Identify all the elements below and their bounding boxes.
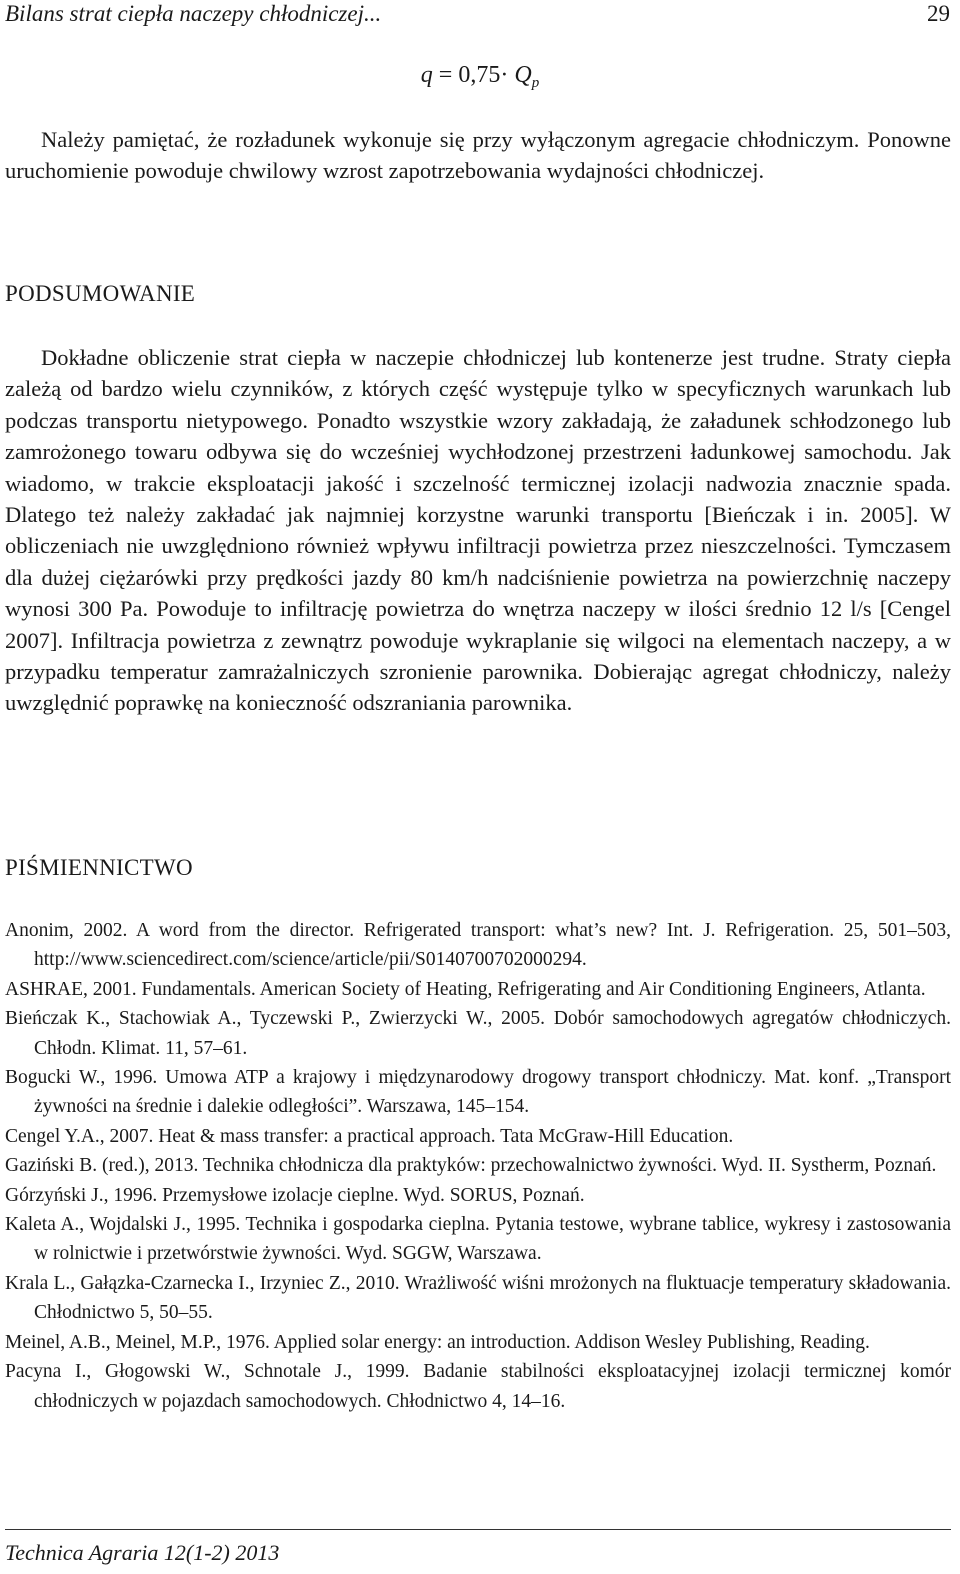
- footer-divider: [5, 1529, 951, 1530]
- formula-coefficient: 0,75: [458, 62, 501, 88]
- reference-item: Kaleta A., Wojdalski J., 1995. Technika i gospodarka cieplna. Pytania testowe, wybrane tablice, wykresy i zastosowania w rolnictwie i przetwórstwie żywności. Wyd. SGGW, Warszawa.: [5, 1214, 951, 1265]
- running-header: [5, 0, 950, 28]
- reference-item: Pacyna I., Głogowski W., Schnotale J., 1999. Badanie stabilności eksploatacyjnej izolacji termicznej komór chłodniczych w pojazdach samochodowych. Chłodnictwo 4, 14–16.: [5, 1361, 951, 1412]
- reference-list: [5, 916, 951, 1416]
- reference-item: Cengel Y.A., 2007. Heat & mass transfer: a practical approach. Tata McGraw-Hill Education.: [5, 1125, 734, 1147]
- formula-variable: Q: [514, 62, 532, 88]
- reference-item: Krala L., Gałązka-Czarnecka I., Irzyniec Z., 2010. Wrażliwość wiśni mrożonych na fluktuacje temperatury składowania. Chłodnictwo 5, 50–55.: [5, 1272, 951, 1324]
- reference-item: ASHRAE, 2001. Fundamentals. American Society of Heating, Refrigerating and Air Conditioning Engineers, Atlanta.: [5, 978, 926, 1000]
- reference-item: Anonim, 2002. A word from the director. Refrigerated transport: what’s new? Int. J. Refrigeration. 25, 501–503, http://www.sciencedirect.com/science/article/pii/S0140700702000294.: [5, 920, 951, 971]
- reference-item: Bogucki W., 1996. Umowa ATP a krajowy i międzynarodowy drogowy transport chłodniczy. Mat. konf. „Transport żywności na średnie i dalekie odległości”. Warszawa, 145–154.: [5, 1067, 951, 1118]
- reference-item: Meinel, A.B., Meinel, M.P., 1976. Applied solar energy: an introduction. Addison Wesley Publishing, Reading.: [5, 1331, 870, 1353]
- reference-item: Gaziński B. (red.), 2013. Technika chłodnicza dla praktyków: przechowalnictwo żywności. Wyd. II. Systherm, Poznań.: [5, 1155, 937, 1177]
- paragraph-unloading: Należy pamiętać, że rozładunek wykonuje się przy wyłączonym agregacie chłodniczym. Ponowne uruchomienie powoduje chwilowy wzrost zapotrzebowania wydajności chłodniczej.: [5, 127, 951, 184]
- formula-equals: =: [438, 62, 453, 88]
- page-number: 29: [927, 1, 950, 26]
- formula-subscript: p: [531, 75, 540, 91]
- formula-lhs: q: [420, 62, 433, 88]
- section-heading-literature: PIŚMIENNICTWO: [5, 855, 193, 880]
- journal-footer: Technica Agraria 12(1-2) 2013: [5, 1540, 280, 1565]
- formula-dot: ·: [500, 62, 509, 88]
- formula: [0, 58, 960, 100]
- section-heading-summary: PODSUMOWANIE: [5, 281, 196, 306]
- running-title: Bilans strat ciepła naczepy chłodniczej...: [5, 1, 382, 26]
- reference-item: Bieńczak K., Stachowiak A., Tyczewski P., Zwierzycki W., 2005. Dobór samochodowych agregatów chłodniczych. Chłodn. Klimat. 11, 57–61.: [5, 1008, 951, 1059]
- paragraph-summary: Dokładne obliczenie strat ciepła w naczepie chłodniczej lub kontenerze jest trudne. Straty ciepła zależą od bardzo wielu czynników, z których część występuje tylko w specyficznych warunkach lub podczas transportu nietypowego. Ponadto wszystkie wzory zakładają, że załadunek schłodzonego lub zamrożonego towaru odbywa się do wcześniej wychłodzonej przestrzeni ładunkowej samochodu. Jak wiadomo, w trakcie eksploatacji jakość i szczelność termicznej izolacji nadwozia znacznie spada. Dlatego też należy zakładać jak najmniej korzystne warunki transportu [Bieńczak i in. 2005]. W obliczeniach nie uwzględniono również wpływu infiltracji powietrza przez nieszczelności. Tymczasem dla dużej ciężarówki przy prędkości jazdy 80 km/h nadciśnienie powietrza na powierzchnię naczepy wynosi 300 Pa. Powoduje to infiltrację powietrza do wnętrza naczepy w ilości średnio 12 l/s [Cengel 2007]. Infiltracja powietrza z zewnątrz powoduje wykraplanie się wilgoci na elementach naczepy, a w przypadku temperatur zamrażalniczych szronienie parownika. Dobierając agregat chłodniczy, należy uwzględnić poprawkę na konieczność odszraniania parownika.: [5, 345, 951, 716]
- reference-item: Górzyński J., 1996. Przemysłowe izolacje cieplne. Wyd. SORUS, Poznań.: [5, 1184, 585, 1206]
